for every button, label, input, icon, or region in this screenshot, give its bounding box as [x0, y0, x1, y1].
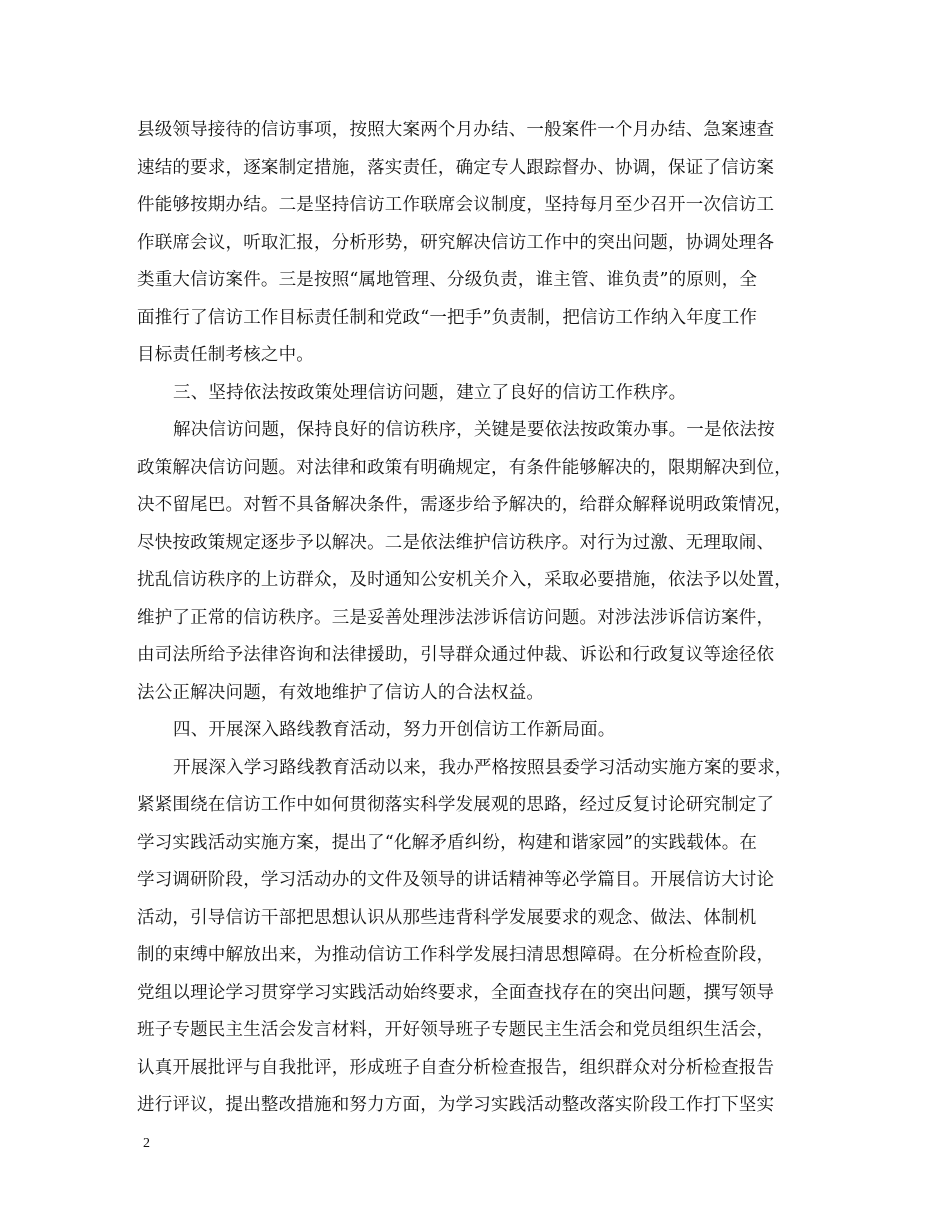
body-line: 学习实践活动实施方案，提出了“化解矛盾纠纷，构建和谐家园”的实践载体。在 — [137, 832, 758, 853]
body-line: 制的束缚中解放出来，为推动信访工作科学发展扫清思想障碍。在分析检查阶段， — [137, 945, 775, 965]
body-line: 尽快按政策规定逐步予以解决。二是依法维护信访秩序。对行为过激、无理取闹、 — [137, 532, 775, 553]
body-line: 速结的要求，逐案制定措施，落实责任，确定专人跟踪督办、协调，保证了信访案 — [137, 157, 775, 178]
body-line: 学习调研阶段，学习活动办的文件及领导的讲话精神等必学篇目。开展信访大讨论 — [137, 870, 775, 890]
body-line: 类重大信访案件。三是按照“属地管理、分级负责，谁主管、谁负责”的原则，全 — [137, 270, 758, 290]
body-line: 面推行了信访工作目标责任制和党政“一把手”负责制，把信访工作纳入年度工作 — [137, 307, 758, 328]
body-line: 县级领导接待的信访事项，按照大案两个月办结、一般案件一个月办结、急案速查 — [137, 120, 775, 140]
body-line: 党组以理论学习贯穿学习实践活动始终要求，全面查找存在的突出问题，撰写领导 — [137, 982, 775, 1003]
body-line: 维护了正常的信访秩序。三是妥善处理涉法涉诉信访问题。对涉法涉诉信访案件， — [137, 607, 775, 628]
body-line: 活动，引导信访干部把思想认识从那些违背科学发展要求的观念、做法、体制机 — [137, 907, 757, 928]
paragraph-first-line: 解决信访问题，保持良好的信访秩序，关键是要依法按政策办事。一是依法按 — [173, 420, 775, 440]
section-heading-3: 三、坚持依法按政策处理信访问题，建立了良好的信访工作秩序。 — [173, 382, 687, 403]
paragraph-first-line: 开展深入学习路线教育活动以来，我办严格按照县委学习活动实施方案的要求， — [173, 757, 793, 778]
body-line: 件能够按期办结。二是坚持信访工作联席会议制度，坚持每月至少召开一次信访工 — [137, 195, 775, 215]
body-line: 目标责任制考核之中。 — [137, 345, 314, 365]
body-line: 决不留尾巴。对暂不具备解决条件，需逐步给予解决的，给群众解释说明政策情况， — [137, 495, 792, 515]
body-line: 紧紧围绕在信访工作中如何贯彻落实科学发展观的思路，经过反复讨论研究制定了 — [137, 795, 775, 815]
body-line: 扰乱信访秩序的上访群众，及时通知公安机关介入，采取必要措施，依法予以处置， — [137, 570, 792, 590]
body-line: 班子专题民主生活会发言材料，开好领导班子专题民主生活会和党员组织生活会， — [137, 1020, 775, 1040]
document-body — [137, 112, 823, 1125]
body-line: 政策解决信访问题。对法律和政策有明确规定，有条件能够解决的，限期解决到位， — [137, 457, 792, 478]
body-line: 由司法所给予法律咨询和法律援助，引导群众通过仲裁、诉讼和行政复议等途径依 — [137, 645, 775, 665]
body-line: 法公正解决问题，有效地维护了信访人的合法权益。 — [137, 682, 545, 703]
page-number: 2 — [143, 1136, 150, 1151]
body-line: 认真开展批评与自我批评，形成班子自查分析检查报告，组织群众对分析检查报告 — [137, 1057, 775, 1078]
body-line: 作联席会议，听取汇报，分析形势，研究解决信访工作中的突出问题，协调处理各 — [137, 232, 775, 253]
body-line: 进行评议，提出整改措施和努力方面，为学习实践活动整改落实阶段工作打下坚实 — [137, 1095, 775, 1115]
section-heading-4: 四、开展深入路线教育活动，努力开创信访工作新局面。 — [173, 720, 616, 740]
